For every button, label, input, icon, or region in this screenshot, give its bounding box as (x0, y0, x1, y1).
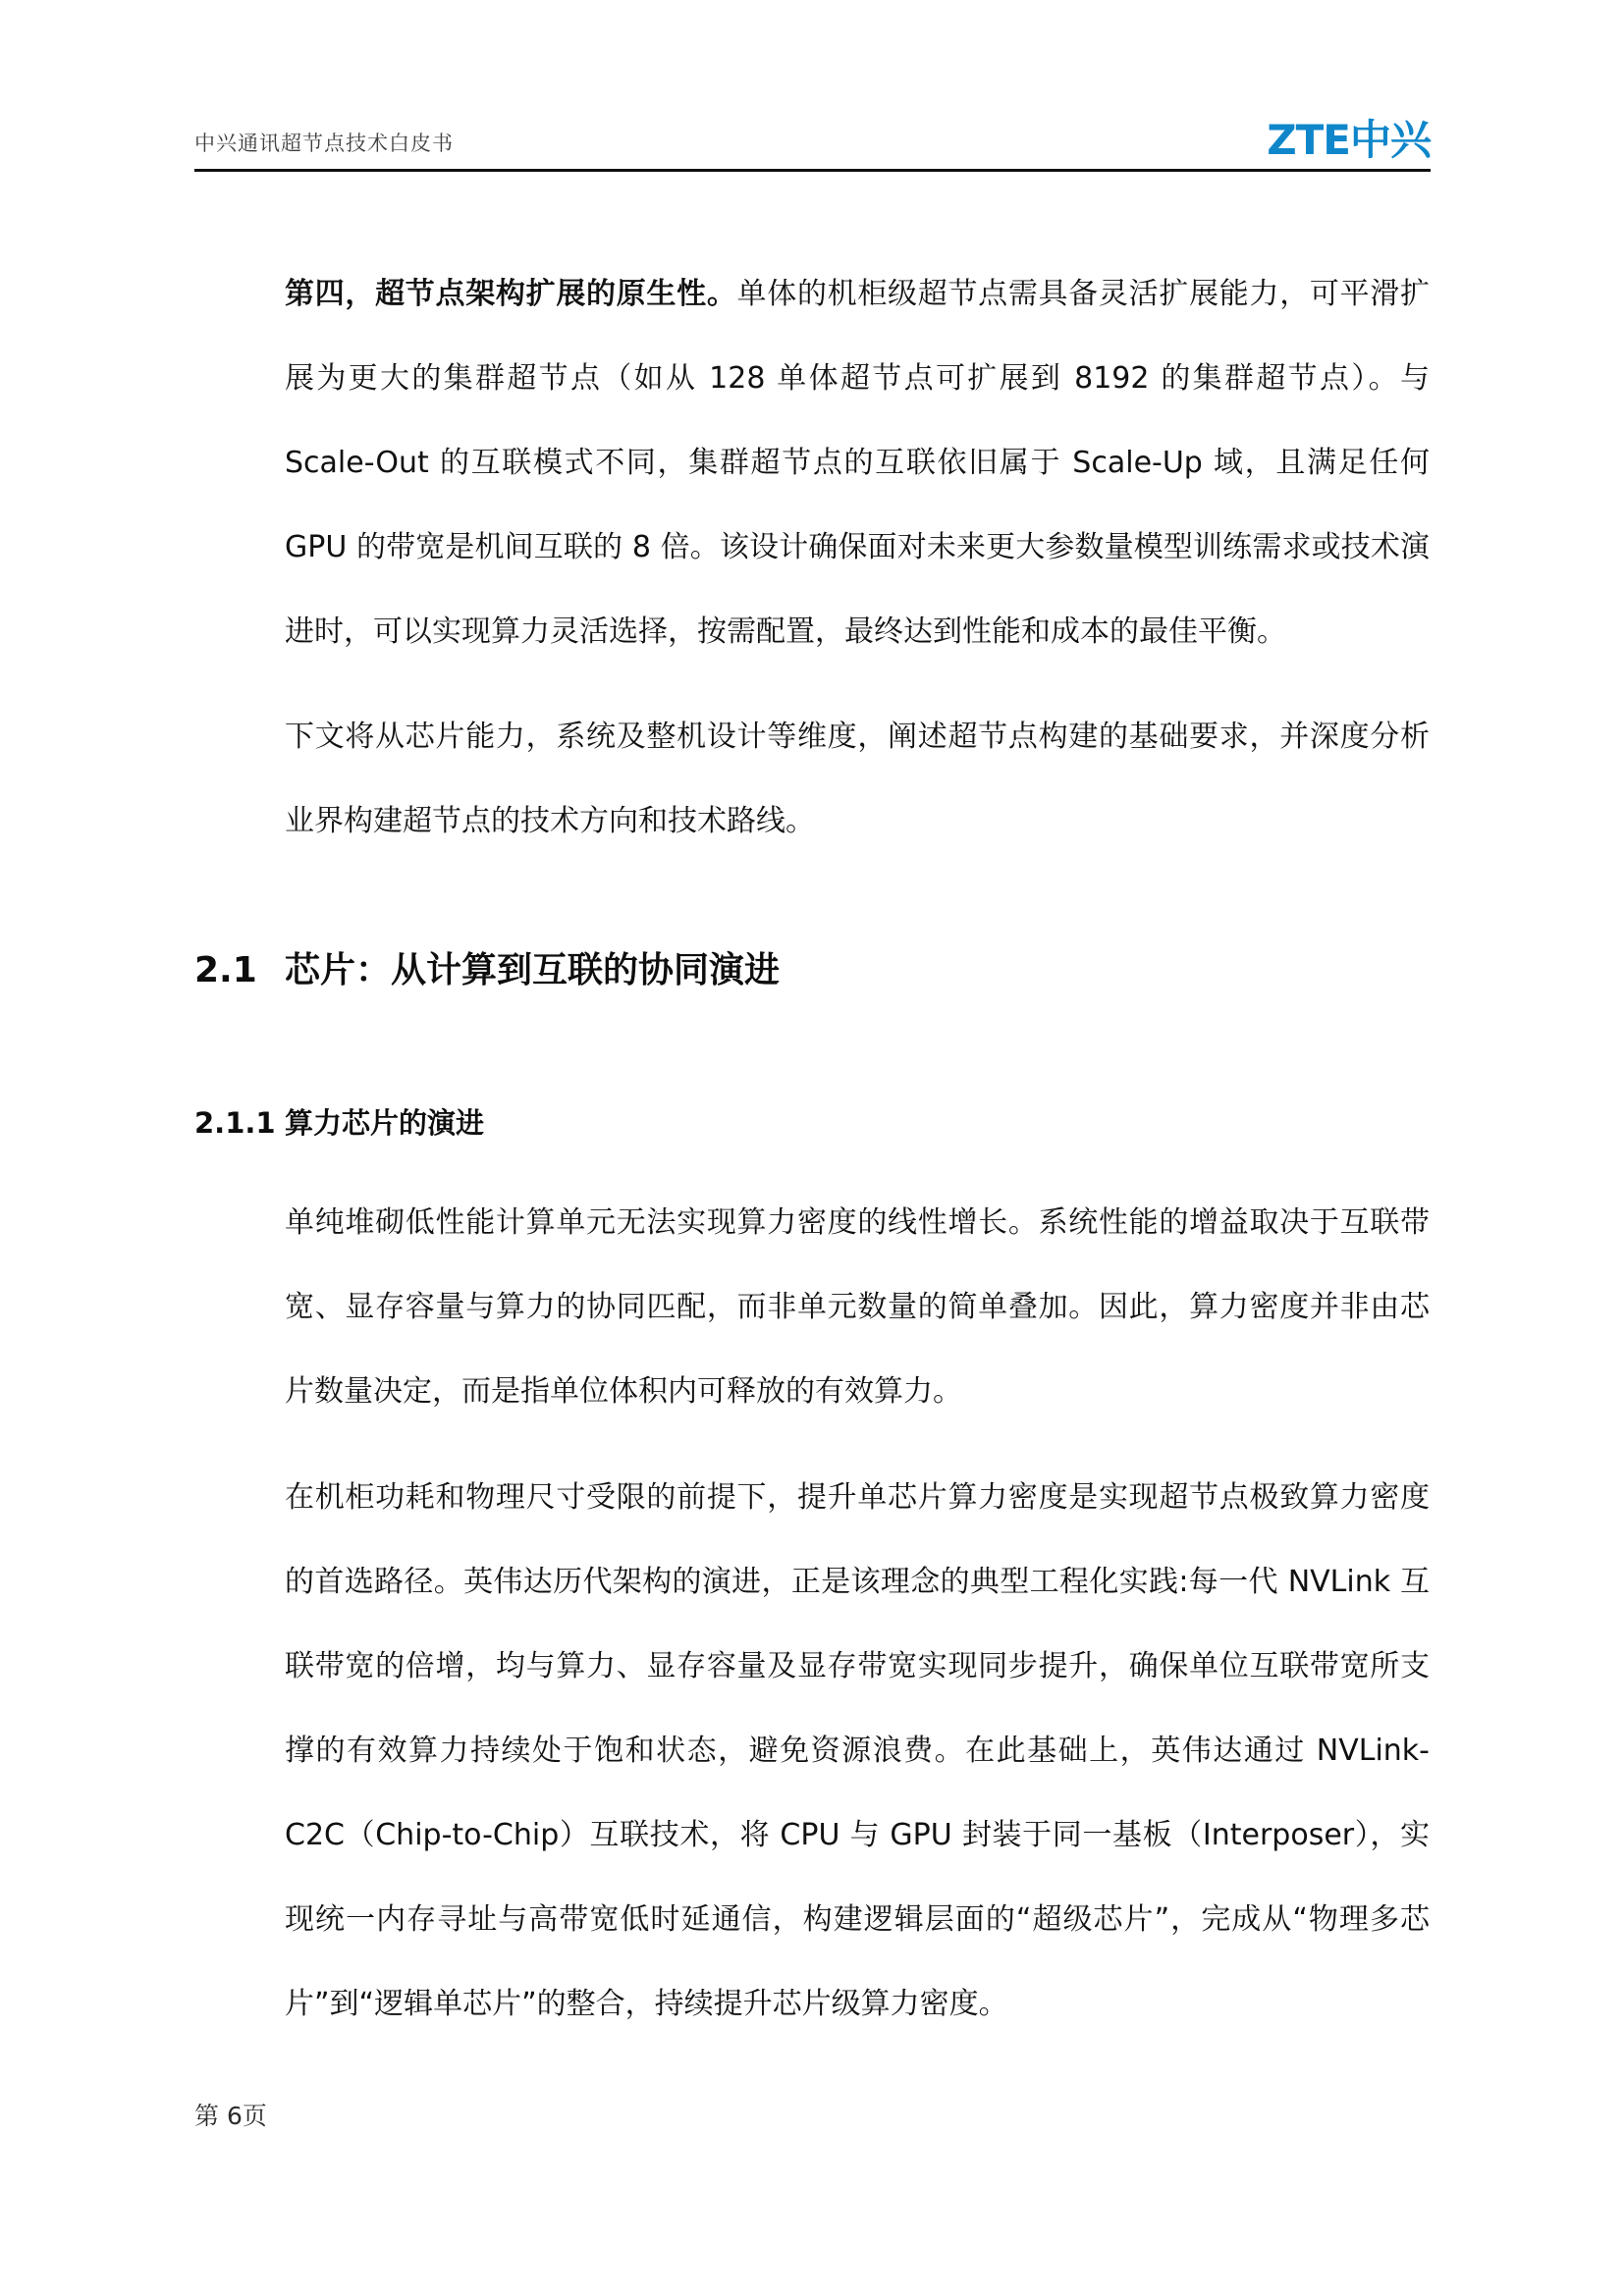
paragraph-lead-bold: 第四，超节点架构扩展的原生性。 (285, 277, 737, 311)
page-footer (194, 2097, 267, 2132)
paragraph-compute-density: 单纯堆砌低性能计算单元无法实现算力密度的线性增长。系统性能的增益取决于互联带宽、显存容量与算力的协同匹配，而非单元数量的简单叠加。因此，算力密度并非由芯片数量决定，而是指单位体积内可释放的有效算力。 (285, 1205, 1430, 1409)
section-number: 2.1 (194, 950, 257, 990)
subsection-number: 2.1.1 (194, 1106, 276, 1140)
page-number: 第 6页 (194, 2102, 267, 2130)
paragraph-overview: 下文将从芯片能力，系统及整机设计等维度，阐述超节点构建的基础要求，并深度分析业界构建超节点的技术方向和技术路线。 (285, 720, 1430, 838)
document-title: 中兴通讯超节点技术白皮书 (194, 132, 454, 155)
paragraph-scalability (285, 252, 1430, 674)
subsection-heading-2-1-1 (194, 1105, 484, 1141)
paragraph-nvidia-evolution: 在机柜功耗和物理尺寸受限的前提下，提升单芯片算力密度是实现超节点极致算力密度的首选路径。英伟达历代架构的演进，正是该理念的典型工程化实践:每一代 NVLink 互联带宽的倍增，均与算力、显存容量及显存带宽实现同步提升，确保单位互联带宽所支撑的有效算力持续处于饱和状态，避免资源浪费。在此基础上，英伟达通过 NVLink-C2C（Chip-to-Chip）互联技术，将 CPU 与 GPU 封装于同一基板（Interposer），实现统一内存寻址与高带宽低时延通信，构建逻辑层面的“超级芯片”，完成从“物理多芯片”到“逻辑单芯片”的整合，持续提升芯片级算力密度。 (285, 1480, 1430, 2021)
paragraph-scalability-text: 单体的机柜级超节点需具备灵活扩展能力，可平滑扩展为更大的集群超节点（如从 128 单体超节点可扩展到 8192 的集群超节点）。与 Scale-Out 的互联模式不同，集群超节点的互联依旧属于 Scale-Up 域，且满足任何 GPU 的带宽是机间互联的 8 倍。该设计确保面对未来更大参数量模型训练需求或技术演进时，可以实现算力灵活选择，按需配置，最终达到性能和成本的最佳平衡。 (285, 277, 1431, 649)
header-divider (194, 169, 1431, 172)
subsection-title: 算力芯片的演进 (285, 1106, 485, 1140)
section-heading-2-1 (194, 950, 780, 991)
section-title: 芯片：从计算到互联的协同演进 (285, 950, 781, 990)
zte-logo: ZTE中兴 (1267, 116, 1431, 164)
